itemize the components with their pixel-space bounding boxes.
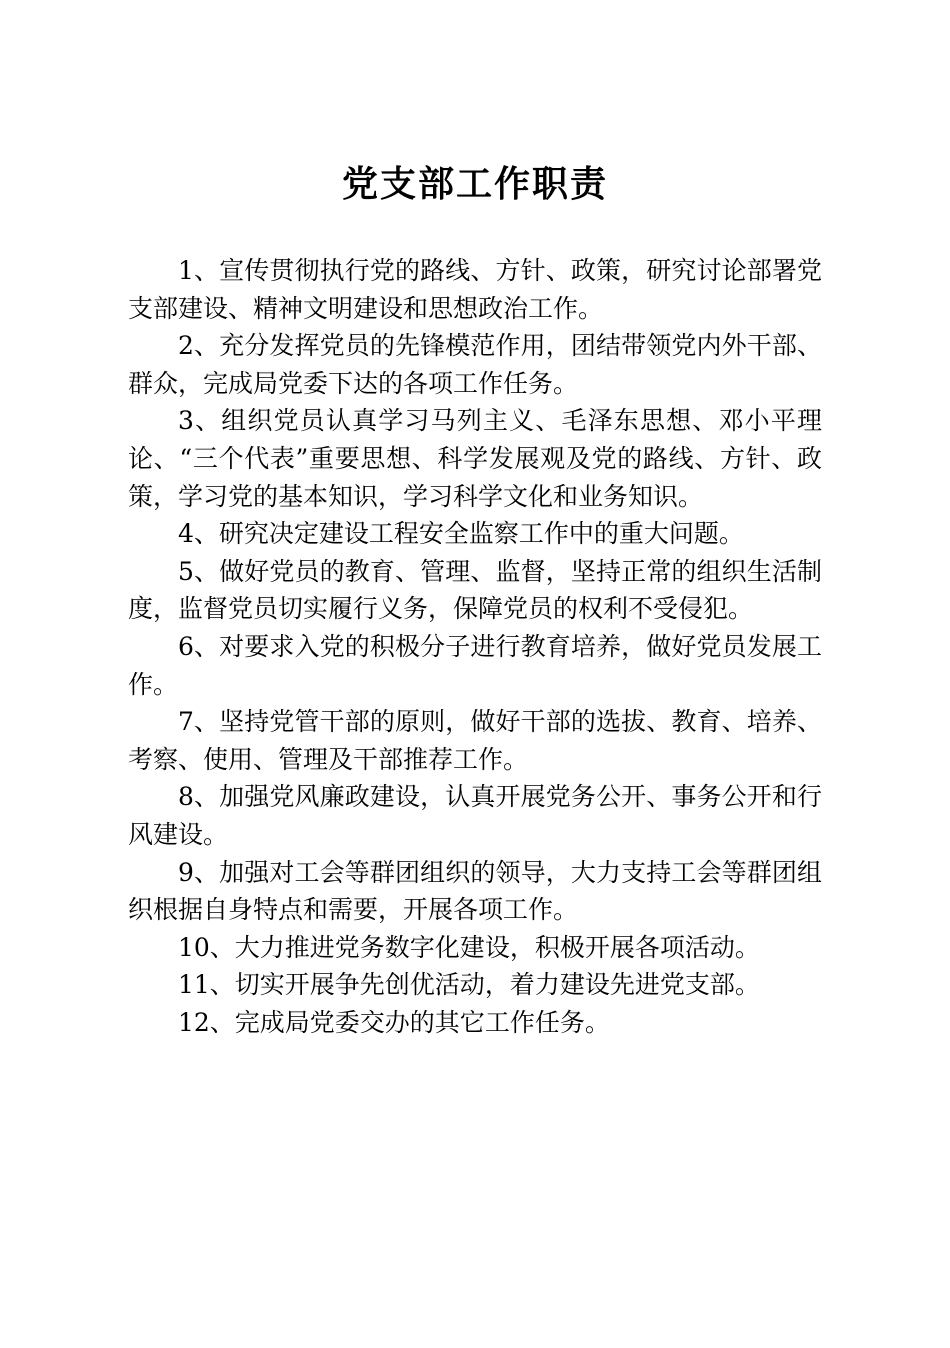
duty-item-8: 8、加强党风廉政建设，认真开展党务公开、事务公开和行风建设。 xyxy=(128,782,822,849)
duty-item-2: 2、充分发挥党员的先锋模范作用，团结带领党内外干部、群众，完成局党委下达的各项工作任务。 xyxy=(128,331,822,398)
duty-item-12: 12、完成局党委交办的其它工作任务。 xyxy=(178,1007,610,1037)
duty-item-6: 6、对要求入党的积极分子进行教育培养，做好党员发展工作。 xyxy=(128,631,822,699)
duty-item-4: 4、研究决定建设工程安全监察工作中的重大问题。 xyxy=(178,519,744,549)
duty-item-10: 10、大力推进党务数字化建设，积极开展各项活动。 xyxy=(178,932,760,962)
duty-item-7: 7、坚持党管干部的原则，做好干部的选拔、教育、培养、考察、使用、管理及干部推荐工作。 xyxy=(128,707,822,774)
document-body xyxy=(128,252,822,1041)
duty-item-5: 5、做好党员的教育、管理、监督，坚持正常的组织生活制度，监督党员切实履行义务，保障党员的权利不受侵犯。 xyxy=(128,556,822,624)
duty-item-11: 11、切实开展争先创优活动，着力建设先进党支部。 xyxy=(178,970,760,1000)
duty-item-1: 1、宣传贯彻执行党的路线、方针、政策，研究讨论部署党支部建设、精神文明建设和思想政治工作。 xyxy=(128,256,822,323)
duty-item-9: 9、加强对工会等群团组织的领导，大力支持工会等群团组织根据自身特点和需要，开展各项工作。 xyxy=(128,857,822,925)
duty-item-3: 3、组织党员认真学习马列主义、毛泽东思想、邓小平理论、“三个代表”重要思想、科学发展观及党的路线、方针、政策，学习党的基本知识，学习科学文化和业务知识。 xyxy=(128,406,822,511)
document-title: 党支部工作职责 xyxy=(341,163,608,205)
